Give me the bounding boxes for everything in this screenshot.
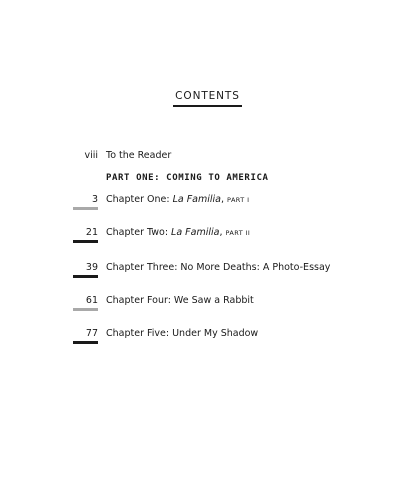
page-number-underline-bar (73, 308, 98, 311)
page-number-underline-bar (73, 207, 98, 210)
chapter-title-italic: La Familia (172, 194, 221, 205)
toc-entry-title: Chapter Four: We Saw a Rabbit (106, 295, 254, 306)
toc-page-number: viii (84, 150, 98, 161)
toc-page-number: 3 (91, 194, 98, 205)
chapter-title-part: PART I (227, 196, 250, 204)
toc-entry-chapter-5[interactable] (0, 328, 417, 348)
toc-entry-title: Chapter Five: Under My Shadow (106, 328, 259, 339)
toc-page-number: 39 (85, 262, 98, 273)
toc-entry-title: Chapter Three: No More Deaths: A Photo-Essay (106, 262, 331, 273)
page-number-underline-bar (73, 341, 98, 344)
chapter-title-suffix: , (221, 194, 228, 205)
toc-page-number: 77 (85, 328, 98, 339)
page-number-underline-bar (73, 240, 98, 243)
toc-entry-chapter-4[interactable] (0, 295, 417, 315)
toc-entry-front-matter[interactable] (0, 150, 417, 170)
chapter-title-part: PART II (225, 229, 251, 237)
page-number-underline-bar (73, 275, 98, 278)
toc-page-number: 21 (85, 227, 98, 238)
toc-entry-chapter-2[interactable] (0, 227, 417, 247)
chapter-title-prefix: Chapter One: (106, 194, 173, 205)
toc-entry-title (106, 227, 250, 239)
toc-entry-title: To the Reader (106, 150, 172, 161)
chapter-title-prefix: Chapter Two: (106, 227, 172, 238)
contents-heading-wrap (0, 84, 417, 107)
chapter-title-suffix: , (219, 227, 226, 238)
chapter-title-italic: La Familia (171, 227, 220, 238)
toc-entry-title (106, 194, 249, 206)
part-heading: PART ONE: COMING TO AMERICA (106, 173, 269, 183)
toc-page-number: 61 (85, 295, 98, 306)
toc-entry-chapter-3[interactable] (0, 262, 417, 282)
toc-entry-chapter-1[interactable] (0, 194, 417, 214)
contents-heading: CONTENTS (173, 90, 242, 107)
